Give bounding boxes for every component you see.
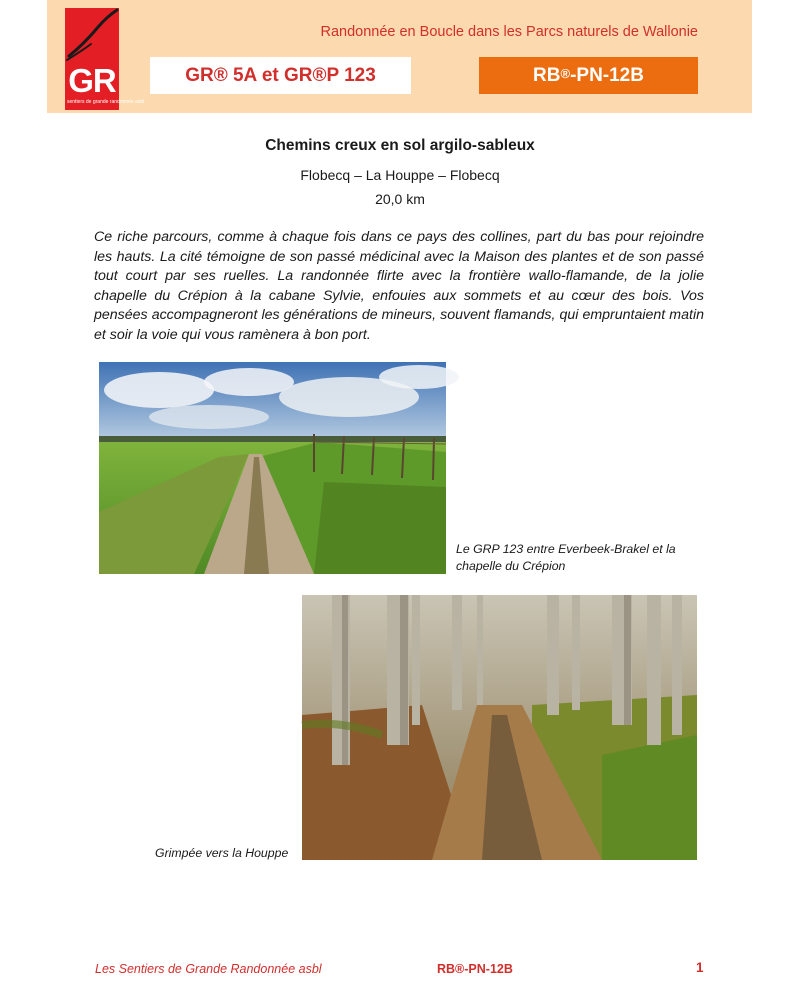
routes-label-box <box>150 57 411 94</box>
distance: 20,0 km <box>375 191 425 207</box>
header-tagline: Randonnée en Boucle dans les Parcs naturels de Wallonie <box>320 24 698 40</box>
photo-forest-path <box>302 595 697 860</box>
gr-logo <box>65 8 145 110</box>
photo-caption-2: Grimpée vers la Houppe <box>155 846 289 860</box>
page-number: 1 <box>696 960 704 975</box>
route-line: Flobecq – La Houppe – Flobecq <box>300 167 500 183</box>
route-code-prefix: RB <box>533 64 561 86</box>
footer-code: RB®-PN-12B <box>437 962 513 976</box>
photo-countryside-path <box>99 362 446 574</box>
photo-caption-1: Le GRP 123 entre Everbeek-Brakel et la chapelle du Crépion <box>456 542 676 573</box>
route-code-registered: ® <box>560 66 571 81</box>
route-code-box <box>479 57 698 94</box>
intro-paragraph: Ce riche parcours, comme à chaque fois dans ce pays des collines, part du bas pour rejoindre les hauts. La cité témoigne de son passé médicinal avec la Maison des plantes et de son passé tout court par ses ruelles. La randonnée flirte avec la frontière wallo-flamande, de la jolie chapelle du Crépion à la cabane Sylvie, enfouies aux sommets et au cœur des bois. Vos pensées accompagneront les générations de mineurs, souvent flamands, qui empruntaient matin et soir la voie qui vous ramènera à bon port. <box>94 229 704 343</box>
route-code-suffix: -PN-12B <box>570 64 644 86</box>
logo-text: GR <box>68 62 116 99</box>
page-title: Chemins creux en sol argilo-sableux <box>265 137 535 154</box>
routes-label: GR® 5A et GR®P 123 <box>185 64 376 86</box>
footer-organization: Les Sentiers de Grande Randonnée asbl <box>95 962 322 976</box>
logo-subtext: sentiers de grande randonnée asbl <box>67 99 145 105</box>
